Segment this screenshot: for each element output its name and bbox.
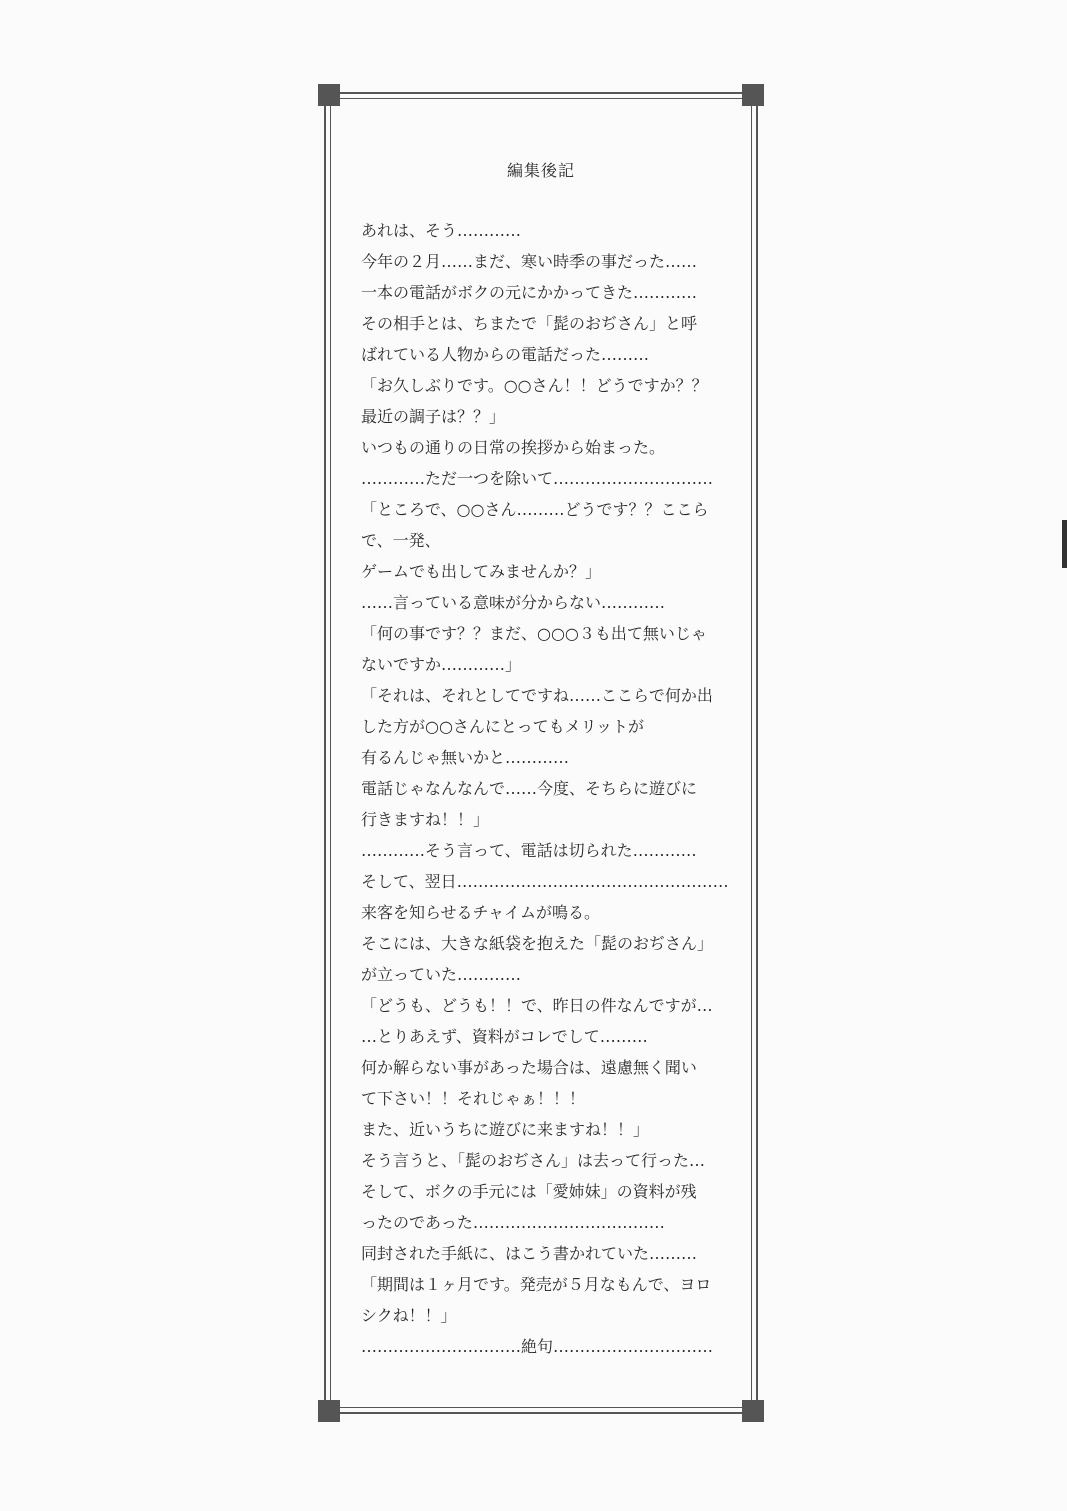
text-line: 「それは、それとしてですね……ここらで何か出 [361,686,713,705]
text-line: で、一発、 [361,531,441,550]
text-line: 行きますね！！」 [361,810,490,829]
text-line: また、近いうちに遊びに来ますね！！」 [361,1120,650,1139]
frame-top-outer-line [326,92,756,94]
text-line: ないですか…………」 [361,655,522,674]
afterword-text [361,218,741,1365]
text-line: シクね！！」 [361,1306,457,1325]
text-line: 「どうも、どうも！！で、昨日の件なんですが… [361,996,713,1015]
frame-top-inner-line [326,98,756,99]
frame-right-outer-line [756,92,758,1414]
text-line: その相手とは、ちまたで「髭のおぢさん」と呼 [361,314,698,333]
text-line: した方が○○さんにとってもメリットが [361,717,644,736]
text-line: …………………………絶句………………………… [361,1337,714,1356]
text-line: 「ところで、○○さん………どうです？？ここら [361,500,709,519]
frame-bottom-outer-line [326,1412,756,1414]
frame-corner-top-right [742,84,764,106]
text-line: そう言うと、「髭のおぢさん」は去って行った… [361,1151,706,1170]
frame-right-inner-line [751,92,752,1414]
frame-corner-bottom-right [742,1400,764,1422]
text-line: 何か解らない事があった場合は、遠慮無く聞い [361,1058,697,1077]
frame-bottom-inner-line [326,1407,756,1408]
text-line: ゲームでも出してみませんか？」 [361,562,602,581]
text-line: そして、翌日…………………………………………… [361,872,729,891]
text-line: て下さい！！それじゃぁ！！！ [361,1089,586,1108]
text-line: いつもの通りの日常の挨拶から始まった。 [361,438,666,457]
text-line: が立っていた………… [361,965,522,984]
text-line: そして、ボクの手元には「愛姉妹」の資料が残 [361,1182,697,1201]
text-line: 来客を知らせるチャイムが鳴る。 [361,903,601,922]
text-line: 電話じゃなんなんで……今度、そちらに遊びに [361,779,698,798]
text-line: …………ただ一つを除いて………………………… [361,469,714,488]
text-line: 「お久しぶりです。○○さん！！どうですか？？ [361,376,708,395]
text-line: あれは、そう………… [361,221,522,240]
text-line: 「何の事です？？まだ、○○○３も出て無いじゃ [361,624,707,643]
text-line: ……言っている意味が分からない………… [361,593,666,612]
frame-corner-top-left [318,84,340,106]
text-line: 有るんじゃ無いかと………… [361,748,570,767]
text-line: 「期間は１ヶ月です。発売が５月なもんで、ヨロ [361,1275,712,1294]
text-line: 最近の調子は？？」 [361,407,506,426]
text-line: 同封された手紙に、はこう書かれていた……… [361,1244,698,1263]
frame-left-inner-line [330,92,331,1414]
text-line: ったのであった……………………………… [361,1213,665,1232]
text-line: …………そう言って、電話は切られた………… [361,841,697,860]
frame-corner-bottom-left [318,1400,340,1422]
page-edge-mark [1062,520,1067,568]
page-title: 編集後記 [506,161,575,180]
text-line: ばれている人物からの電話だった……… [361,345,650,364]
text-line: …とりあえず、資料がコレでして……… [361,1027,648,1046]
text-line: 今年の２月……まだ、寒い時季の事だった…… [361,252,698,271]
text-line: そこには、大きな紙袋を抱えた「髭のおぢさん」 [361,934,714,953]
frame-left-outer-line [324,92,326,1414]
text-line: 一本の電話がボクの元にかかってきた………… [361,283,698,302]
